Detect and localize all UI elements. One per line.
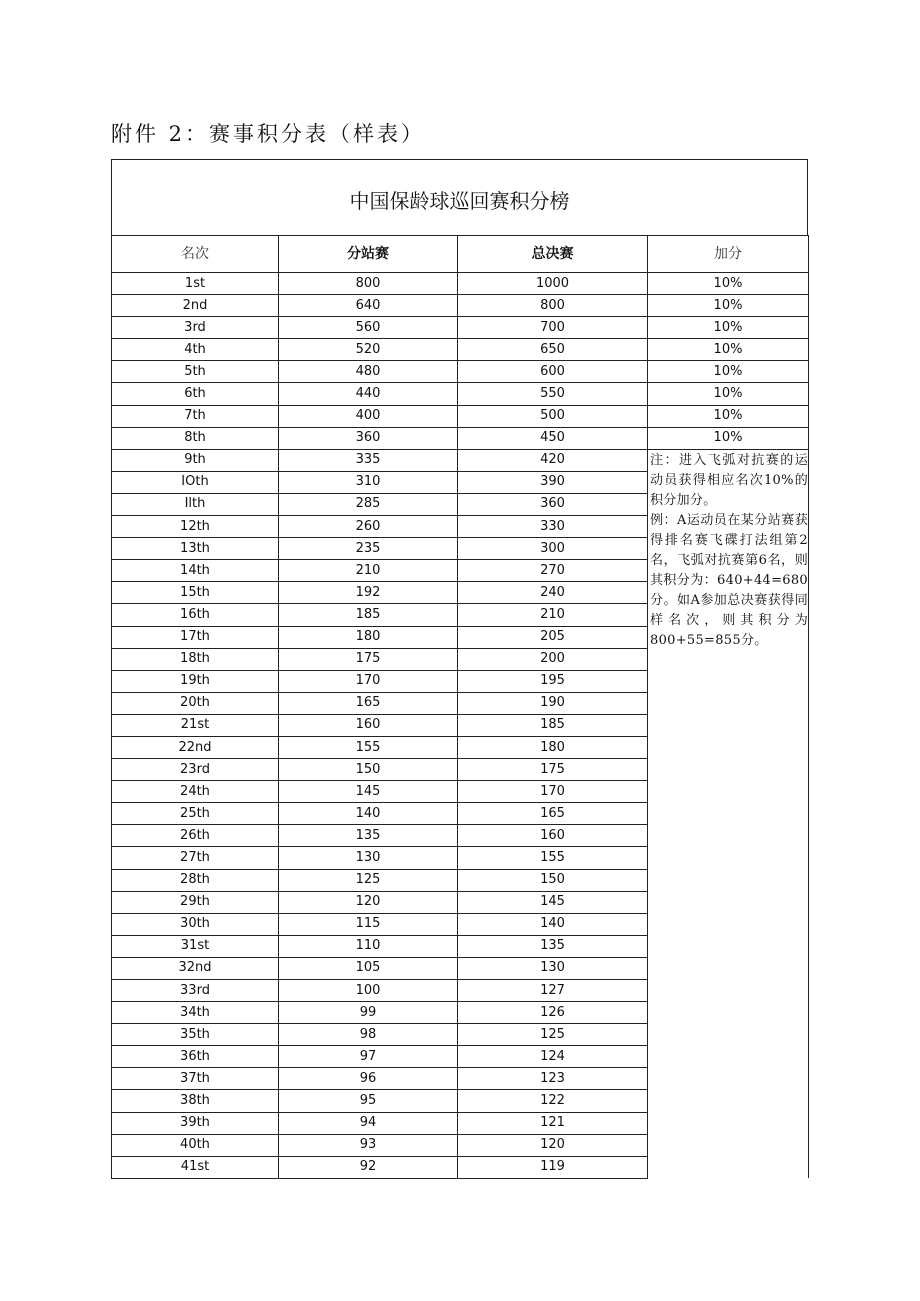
final-points-cell: 600	[458, 361, 648, 383]
final-points-cell: 145	[458, 891, 648, 913]
final-points-cell: 135	[458, 935, 648, 957]
station-points-cell: 145	[279, 781, 458, 803]
rank-cell: 26th	[112, 825, 279, 847]
table-row	[112, 361, 809, 383]
table-row	[112, 295, 809, 317]
station-points-cell: 97	[279, 1046, 458, 1068]
rank-cell: 8th	[112, 427, 279, 449]
rank-cell: 5th	[112, 361, 279, 383]
station-points-cell: 260	[279, 516, 458, 538]
rank-cell: 2nd	[112, 295, 279, 317]
bonus-cell: 10%	[648, 427, 809, 449]
station-points-cell: 210	[279, 560, 458, 582]
station-points-cell: 520	[279, 339, 458, 361]
rank-cell: 24th	[112, 781, 279, 803]
points-sheet	[111, 159, 808, 1179]
station-points-cell: 115	[279, 913, 458, 935]
station-points-cell: 285	[279, 493, 458, 515]
bonus-cell: 10%	[648, 295, 809, 317]
final-points-cell: 390	[458, 471, 648, 493]
final-points-cell: 123	[458, 1068, 648, 1090]
station-points-cell: 99	[279, 1002, 458, 1024]
station-points-cell: 100	[279, 980, 458, 1002]
final-points-cell: 175	[458, 759, 648, 781]
station-points-cell: 110	[279, 935, 458, 957]
note-example: 例：A运动员在某分站赛获得排名赛飞碟打法组第2名，飞弧对抗赛第6名，则其积分为：640+44=680分。如A参加总决赛获得同样名次，则其积分为800+55=855分。	[650, 512, 808, 648]
station-points-cell: 335	[279, 449, 458, 471]
rank-cell: 12th	[112, 516, 279, 538]
final-points-cell: 240	[458, 582, 648, 604]
station-points-cell: 235	[279, 538, 458, 560]
final-points-cell: 500	[458, 405, 648, 427]
rank-cell: 36th	[112, 1046, 279, 1068]
final-points-cell: 127	[458, 980, 648, 1002]
bonus-cell: 10%	[648, 383, 809, 405]
final-points-cell: 300	[458, 538, 648, 560]
rank-cell: 31st	[112, 935, 279, 957]
table-row	[112, 383, 809, 405]
note-paragraph: 注：进入飞弧对抗赛的运动员获得相应名次10%的积分加分。	[650, 452, 808, 508]
final-points-cell: 165	[458, 803, 648, 825]
rank-cell: 18th	[112, 648, 279, 670]
rank-cell: 20th	[112, 692, 279, 714]
station-points-cell: 165	[279, 692, 458, 714]
rank-cell: 29th	[112, 891, 279, 913]
points-table-body	[112, 236, 809, 1179]
final-points-cell: 190	[458, 692, 648, 714]
rank-cell: 25th	[112, 803, 279, 825]
final-points-cell: 800	[458, 295, 648, 317]
final-points-cell: 122	[458, 1090, 648, 1112]
station-points-cell: 560	[279, 317, 458, 339]
header-row	[112, 236, 809, 273]
header-bonus: 加分	[648, 236, 809, 273]
final-points-cell: 550	[458, 383, 648, 405]
table-title: 中国保龄球巡回赛积分榜	[111, 159, 808, 235]
station-points-cell: 120	[279, 891, 458, 913]
final-points-cell: 330	[458, 516, 648, 538]
table-row	[112, 339, 809, 361]
final-points-cell: 195	[458, 670, 648, 692]
final-points-cell: 205	[458, 626, 648, 648]
final-points-cell: 126	[458, 1002, 648, 1024]
rank-cell: 13th	[112, 538, 279, 560]
station-points-cell: 440	[279, 383, 458, 405]
final-points-cell: 360	[458, 493, 648, 515]
station-points-cell: 310	[279, 471, 458, 493]
final-points-cell: 270	[458, 560, 648, 582]
station-points-cell: 92	[279, 1156, 458, 1178]
final-points-cell: 700	[458, 317, 648, 339]
rank-cell: 3rd	[112, 317, 279, 339]
bonus-cell: 10%	[648, 405, 809, 427]
station-points-cell: 98	[279, 1024, 458, 1046]
station-points-cell: 400	[279, 405, 458, 427]
station-points-cell: 155	[279, 736, 458, 758]
final-points-cell: 185	[458, 714, 648, 736]
bonus-cell: 10%	[648, 361, 809, 383]
rank-cell: Ilth	[112, 493, 279, 515]
rank-cell: 34th	[112, 1002, 279, 1024]
rank-cell: 32nd	[112, 957, 279, 979]
rank-cell: 37th	[112, 1068, 279, 1090]
rank-cell: 4th	[112, 339, 279, 361]
final-points-cell: 155	[458, 847, 648, 869]
bonus-cell: 10%	[648, 317, 809, 339]
final-points-cell: 1000	[458, 273, 648, 295]
rank-cell: 6th	[112, 383, 279, 405]
rank-cell: 17th	[112, 626, 279, 648]
station-points-cell: 360	[279, 427, 458, 449]
station-points-cell: 185	[279, 604, 458, 626]
final-points-cell: 170	[458, 781, 648, 803]
final-points-cell: 160	[458, 825, 648, 847]
final-points-cell: 180	[458, 736, 648, 758]
table-row	[112, 449, 809, 471]
rank-cell: 28th	[112, 869, 279, 891]
station-points-cell: 93	[279, 1134, 458, 1156]
station-points-cell: 192	[279, 582, 458, 604]
table-row	[112, 273, 809, 295]
rank-cell: 35th	[112, 1024, 279, 1046]
rank-cell: 27th	[112, 847, 279, 869]
final-points-cell: 120	[458, 1134, 648, 1156]
points-table	[111, 235, 809, 1179]
final-points-cell: 450	[458, 427, 648, 449]
station-points-cell: 95	[279, 1090, 458, 1112]
rank-cell: 21st	[112, 714, 279, 736]
final-points-cell: 125	[458, 1024, 648, 1046]
rank-cell: 14th	[112, 560, 279, 582]
rank-cell: 33rd	[112, 980, 279, 1002]
station-points-cell: 135	[279, 825, 458, 847]
rank-cell: 22nd	[112, 736, 279, 758]
station-points-cell: 130	[279, 847, 458, 869]
table-row	[112, 427, 809, 449]
station-points-cell: 180	[279, 626, 458, 648]
final-points-cell: 650	[458, 339, 648, 361]
station-points-cell: 160	[279, 714, 458, 736]
rank-cell: 1st	[112, 273, 279, 295]
station-points-cell: 640	[279, 295, 458, 317]
rank-cell: 30th	[112, 913, 279, 935]
station-points-cell: 800	[279, 273, 458, 295]
bonus-cell: 10%	[648, 339, 809, 361]
final-points-cell: 121	[458, 1112, 648, 1134]
rank-cell: 41st	[112, 1156, 279, 1178]
rank-cell: IOth	[112, 471, 279, 493]
rank-cell: 39th	[112, 1112, 279, 1134]
final-points-cell: 200	[458, 648, 648, 670]
final-points-cell: 420	[458, 449, 648, 471]
station-points-cell: 105	[279, 957, 458, 979]
station-points-cell: 125	[279, 869, 458, 891]
station-points-cell: 480	[279, 361, 458, 383]
rank-cell: 19th	[112, 670, 279, 692]
station-points-cell: 96	[279, 1068, 458, 1090]
attachment-heading: 附件 2：赛事积分表（样表）	[111, 122, 426, 146]
table-row	[112, 405, 809, 427]
final-points-cell: 124	[458, 1046, 648, 1068]
station-points-cell: 150	[279, 759, 458, 781]
final-points-cell: 140	[458, 913, 648, 935]
rank-cell: 16th	[112, 604, 279, 626]
header-station: 分站赛	[279, 236, 458, 273]
final-points-cell: 210	[458, 604, 648, 626]
station-points-cell: 94	[279, 1112, 458, 1134]
station-points-cell: 170	[279, 670, 458, 692]
rank-cell: 9th	[112, 449, 279, 471]
rank-cell: 7th	[112, 405, 279, 427]
bonus-note	[648, 449, 809, 1178]
bonus-cell: 10%	[648, 273, 809, 295]
final-points-cell: 130	[458, 957, 648, 979]
rank-cell: 40th	[112, 1134, 279, 1156]
station-points-cell: 140	[279, 803, 458, 825]
final-points-cell: 119	[458, 1156, 648, 1178]
header-final: 总决赛	[458, 236, 648, 273]
header-rank: 名次	[112, 236, 279, 273]
final-points-cell: 150	[458, 869, 648, 891]
table-row	[112, 317, 809, 339]
rank-cell: 38th	[112, 1090, 279, 1112]
rank-cell: 15th	[112, 582, 279, 604]
station-points-cell: 175	[279, 648, 458, 670]
rank-cell: 23rd	[112, 759, 279, 781]
